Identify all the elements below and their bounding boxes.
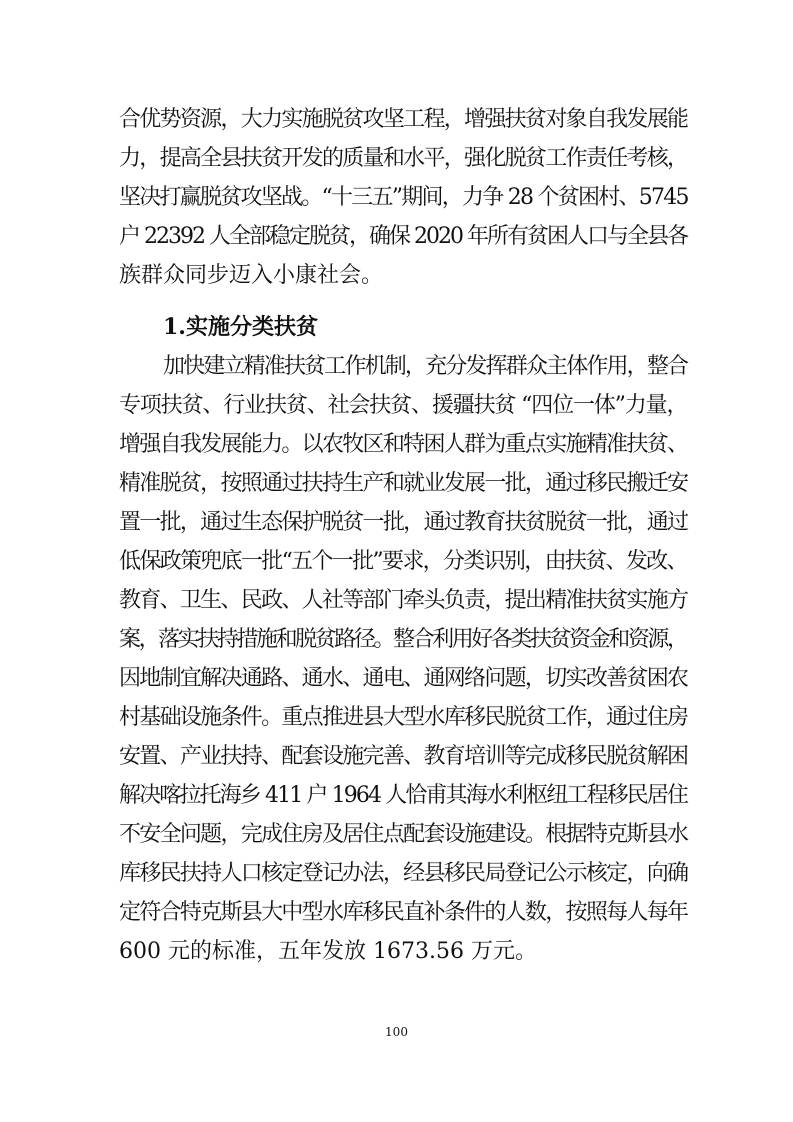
- section-heading: 1.实施分类扶贫: [163, 314, 318, 340]
- page-number: 100: [385, 1025, 408, 1039]
- paragraph-line: 案，落实扶持措施和脱贫路径。整合利用好各类扶贫资金和资源，: [119, 627, 687, 652]
- paragraph-line: 解决喀拉托海乡 411 户 1964 人恰甫其海水利枢纽工程移民居住: [119, 783, 688, 808]
- paragraph-line: 库移民扶持人口核定登记办法，经县移民局登记公示核定，向确: [119, 861, 688, 886]
- paragraph-line: 因地制宜解决通路、通水、通电、通网络问题，切实改善贫困农: [119, 666, 688, 691]
- paragraph-line: 低保政策兜底一批“五个一批”要求，分类识别，由扶贫、发改、: [119, 549, 687, 574]
- paragraph-line: 安置、产业扶持、配套设施完善、教育培训等完成移民脱贫解困: [119, 744, 688, 769]
- paragraph-line: 族群众同步迈入小康社会。: [119, 263, 384, 288]
- paragraph-line: 村基础设施条件。重点推进县大型水库移民脱贫工作，通过住房: [119, 705, 688, 730]
- paragraph-line: 坚决打赢脱贫攻坚战。“十三五”期间，力争 28 个贫困村、5745: [119, 185, 688, 210]
- paragraph-line: 教育、卫生、民政、人社等部门牵头负责，提出精准扶贫实施方: [119, 588, 688, 613]
- paragraph-line: 合优势资源，大力实施脱贫攻坚工程，增强扶贫对象自我发展能: [119, 107, 688, 132]
- paragraph-line: 增强自我发展能力。以农牧区和特困人群为重点实施精准扶贫、: [119, 432, 688, 457]
- paragraph-line: 置一批，通过生态保护脱贫一批，通过教育扶贫脱贫一批，通过: [119, 510, 688, 535]
- paragraph-line: 不安全问题，完成住房及居住点配套设施建设。根据特克斯县水: [119, 822, 688, 847]
- paragraph-line: 户 22392 人全部稳定脱贫，确保 2020 年所有贫困人口与全县各: [119, 224, 687, 249]
- paragraph-line: 力，提高全县扶贫开发的质量和水平，强化脱贫工作责任考核，: [119, 146, 688, 171]
- paragraph-line: 专项扶贫、行业扶贫、社会扶贫、援疆扶贫 “四位一体”力量，: [119, 393, 688, 418]
- paragraph-line: 精准脱贫，按照通过扶持生产和就业发展一批，通过移民搬迁安: [119, 471, 688, 496]
- paragraph-line: 加快建立精准扶贫工作机制，充分发挥群众主体作用，整合: [163, 354, 688, 379]
- paragraph-line: 600 元的标准，五年发放 1673.56 万元。: [119, 939, 537, 964]
- paragraph-line: 定符合特克斯县大中型水库移民直补条件的人数，按照每人每年: [119, 900, 688, 925]
